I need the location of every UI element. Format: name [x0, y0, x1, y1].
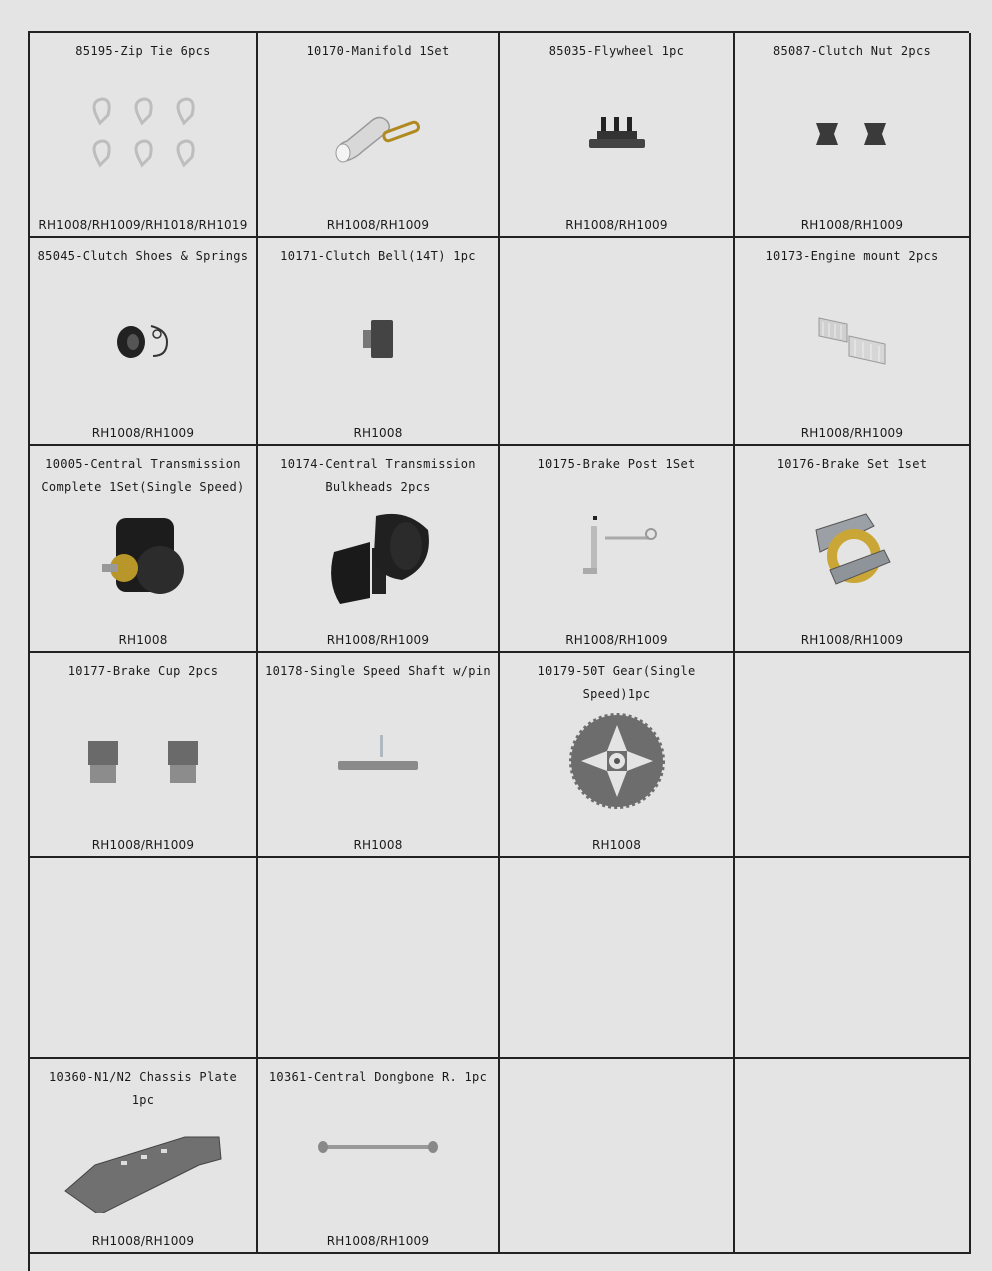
model-compatibility: RH1008 — [118, 633, 168, 647]
empty-cell — [735, 858, 971, 1059]
bulkheads-icon — [322, 504, 434, 616]
clutch-nut-icon — [814, 121, 890, 147]
flywheel-icon — [587, 115, 647, 151]
empty-cell — [500, 1059, 735, 1254]
empty-cell — [500, 238, 735, 446]
model-compatibility: RH1008 — [353, 838, 403, 852]
part-title: 10173-Engine mount 2pcs — [765, 249, 939, 263]
model-compatibility: RH1008/RH1009 — [800, 633, 904, 647]
brake-post-icon — [575, 514, 659, 578]
model-compatibility: RH1008/RH1009 — [326, 633, 430, 647]
model-compatibility: RH1008/RH1009 — [800, 426, 904, 440]
part-title: 10174-Central Transmission Bulkheads 2pcs — [280, 457, 476, 494]
model-compatibility: RH1008/RH1009 — [91, 426, 195, 440]
part-title: 85087-Clutch Nut 2pcs — [772, 44, 932, 58]
gear-icon — [569, 713, 665, 809]
part-cell — [258, 446, 500, 653]
part-cell — [30, 238, 258, 446]
clutch-shoes-icon — [113, 318, 173, 362]
part-cell — [258, 1059, 500, 1254]
transmission-icon — [98, 510, 188, 606]
part-cell — [30, 1059, 258, 1254]
brake-set-icon — [810, 510, 894, 594]
part-title: 10005-Central Transmission Complete 1Set(Single Speed) — [41, 457, 245, 494]
empty-cell — [258, 858, 500, 1059]
part-title: 10175-Brake Post 1Set — [537, 457, 696, 471]
model-compatibility: RH1008/RH1009 — [91, 838, 195, 852]
part-cell — [735, 446, 971, 653]
clutch-bell-icon — [361, 318, 395, 360]
part-title: 85195-Zip Tie 6pcs — [75, 44, 211, 58]
empty-cell — [30, 858, 258, 1059]
model-compatibility: RH1008/RH1009/RH1018/RH1019 — [38, 218, 248, 232]
part-cell — [500, 446, 735, 653]
part-cell — [258, 653, 500, 858]
part-title: 10178-Single Speed Shaft w/pin — [265, 664, 491, 678]
parts-sheet — [28, 31, 969, 1271]
part-cell — [500, 653, 735, 858]
dogbone-icon — [317, 1139, 439, 1155]
part-cell — [500, 33, 735, 238]
part-title: 10361-Central Dongbone R. 1pc — [268, 1070, 488, 1084]
model-compatibility: RH1008/RH1009 — [565, 633, 668, 647]
part-title: 10171-Clutch Bell(14T) 1pc — [280, 249, 476, 263]
empty-cell — [735, 1059, 971, 1254]
engine-mount-icon — [815, 310, 889, 370]
part-title: 10360-N1/N2 Chassis Plate 1pc — [48, 1070, 238, 1107]
brake-cup-icon — [86, 739, 200, 785]
model-compatibility: RH1008/RH1009 — [800, 218, 904, 232]
model-compatibility: RH1008/RH1009 — [326, 218, 430, 232]
part-cell — [30, 33, 258, 238]
part-title: 10179-50T Gear(Single Speed)1pc — [537, 664, 696, 701]
part-title: 10176-Brake Set 1set — [776, 457, 928, 471]
empty-cell — [735, 653, 971, 858]
part-cell — [258, 238, 500, 446]
part-title: 10170-Manifold 1Set — [306, 44, 450, 58]
manifold-icon — [333, 105, 423, 165]
model-compatibility: RH1008/RH1009 — [326, 1234, 430, 1248]
part-title: 85045-Clutch Shoes & Springs — [37, 249, 249, 263]
shaft-icon — [336, 733, 420, 775]
part-title: 85035-Flywheel 1pc — [548, 44, 685, 58]
model-compatibility: RH1008 — [591, 838, 642, 852]
zip-tie-icon — [88, 95, 198, 175]
model-compatibility: RH1008 — [353, 426, 403, 440]
model-compatibility: RH1008/RH1009 — [91, 1234, 195, 1248]
part-cell — [735, 33, 971, 238]
chassis-plate-icon — [61, 1131, 225, 1213]
part-cell — [30, 653, 258, 858]
part-cell — [258, 33, 500, 238]
model-compatibility: RH1008/RH1009 — [565, 218, 668, 232]
part-cell — [30, 446, 258, 653]
part-cell — [735, 238, 971, 446]
empty-cell — [500, 858, 735, 1059]
part-title: 10177-Brake Cup 2pcs — [67, 664, 219, 678]
